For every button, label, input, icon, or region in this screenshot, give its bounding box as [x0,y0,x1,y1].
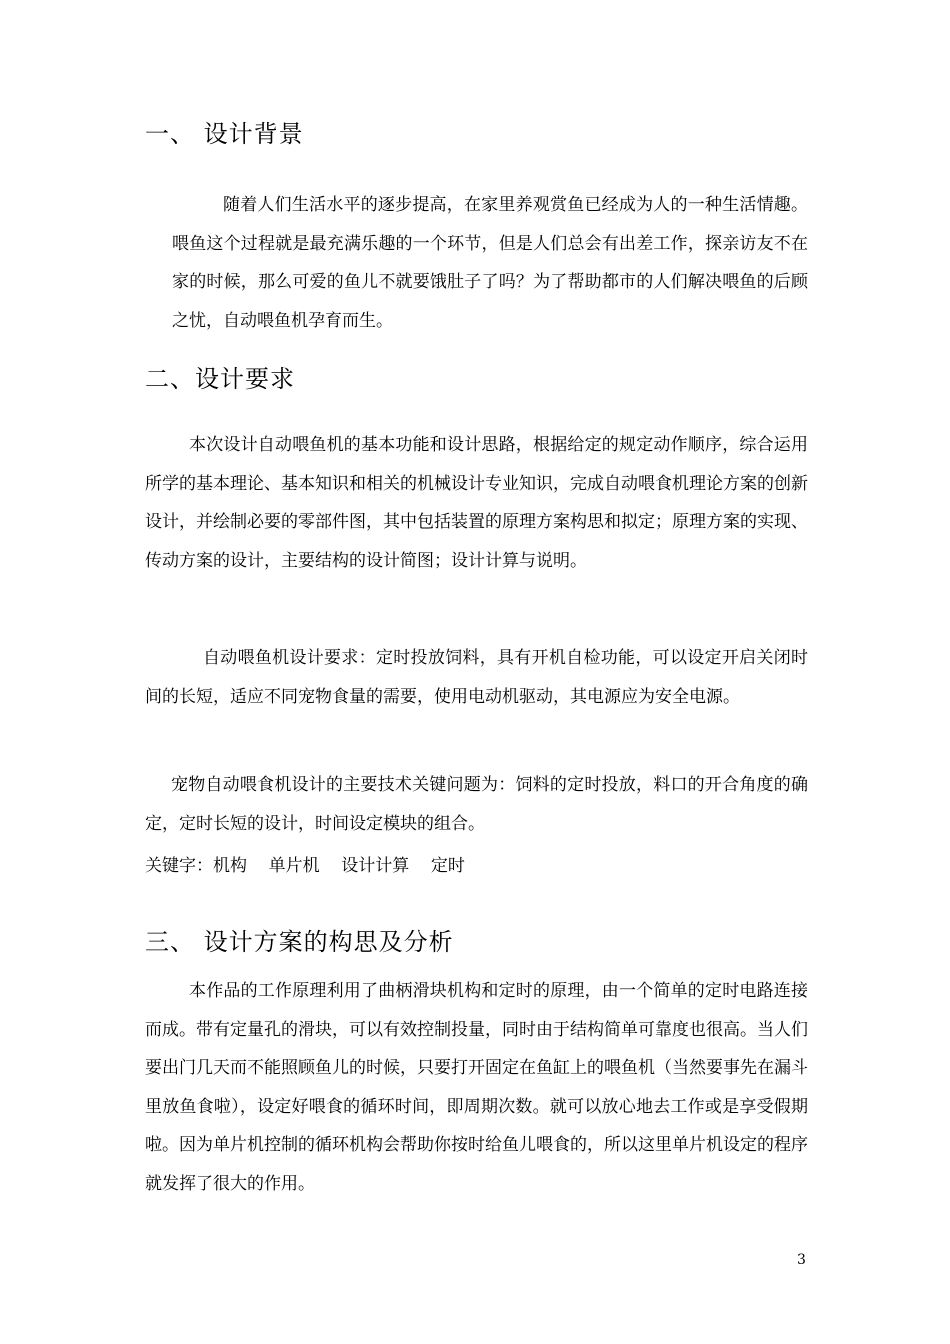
paragraph-requirements-spec: 自动喂鱼机设计要求：定时投放饲料，具有开机自检功能，可以设定开启关闭时间的长短，适应不同宠物食量的需要，使用电动机驱动，其电源应为安全电源。 [145,648,808,707]
section-heading-scheme: 三、 设计方案的构思及分析 [145,928,454,956]
paragraph-background: 随着人们生活水平的逐步提高，在家里养观赏鱼已经成为人的一种生活情趣。喂鱼这个过程就是最充满乐趣的一个环节，但是人们总会有出差工作，探亲访友不在家的时候，那么可爱的鱼儿不就要饿肚子了吗？为了帮助都市的人们解决喂鱼的后顾之忧，自动喂鱼机孕育而生。 [172,195,808,331]
section-heading-requirements: 二、设计要求 [145,365,295,393]
section-heading-background: 一、 设计背景 [145,120,304,148]
page-number: 3 [797,1252,806,1268]
paragraph-scheme: 本作品的工作原理利用了曲柄滑块机构和定时的原理，由一个简单的定时电路连接而成。带有定量孔的滑块，可以有效控制投量，同时由于结构简单可靠度也很高。当人们要出门几天而不能照顾鱼儿的时候，只要打开固定在鱼缸上的喂鱼机（当然要事先在漏斗里放鱼食啦），设定好喂食的循环时间，即周期次数。就可以放心地去工作或是享受假期啦。因为单片机控制的循环机构会帮助你按时给鱼儿喂食的，所以这里单片机设定的程序就发挥了很大的作用。 [145,981,808,1194]
paragraph-requirements-intro: 本次设计自动喂鱼机的基本功能和设计思路，根据给定的规定动作顺序，综合运用所学的基本理论、基本知识和相关的机械设计专业知识，完成自动喂食机理论方案的创新设计，并绘制必要的零部件图，其中包括装置的原理方案构思和拟定；原理方案的实现、传动方案的设计，主要结构的设计简图；设计计算与说明。 [145,435,808,571]
keywords-line: 关键字：机构 单片机 设计计算 定时 [145,856,465,876]
paragraph-key-issues: 宠物自动喂食机设计的主要技术关键问题为：饲料的定时投放，料口的开合角度的确定，定时长短的设计，时间设定模块的组合。 [145,775,808,834]
